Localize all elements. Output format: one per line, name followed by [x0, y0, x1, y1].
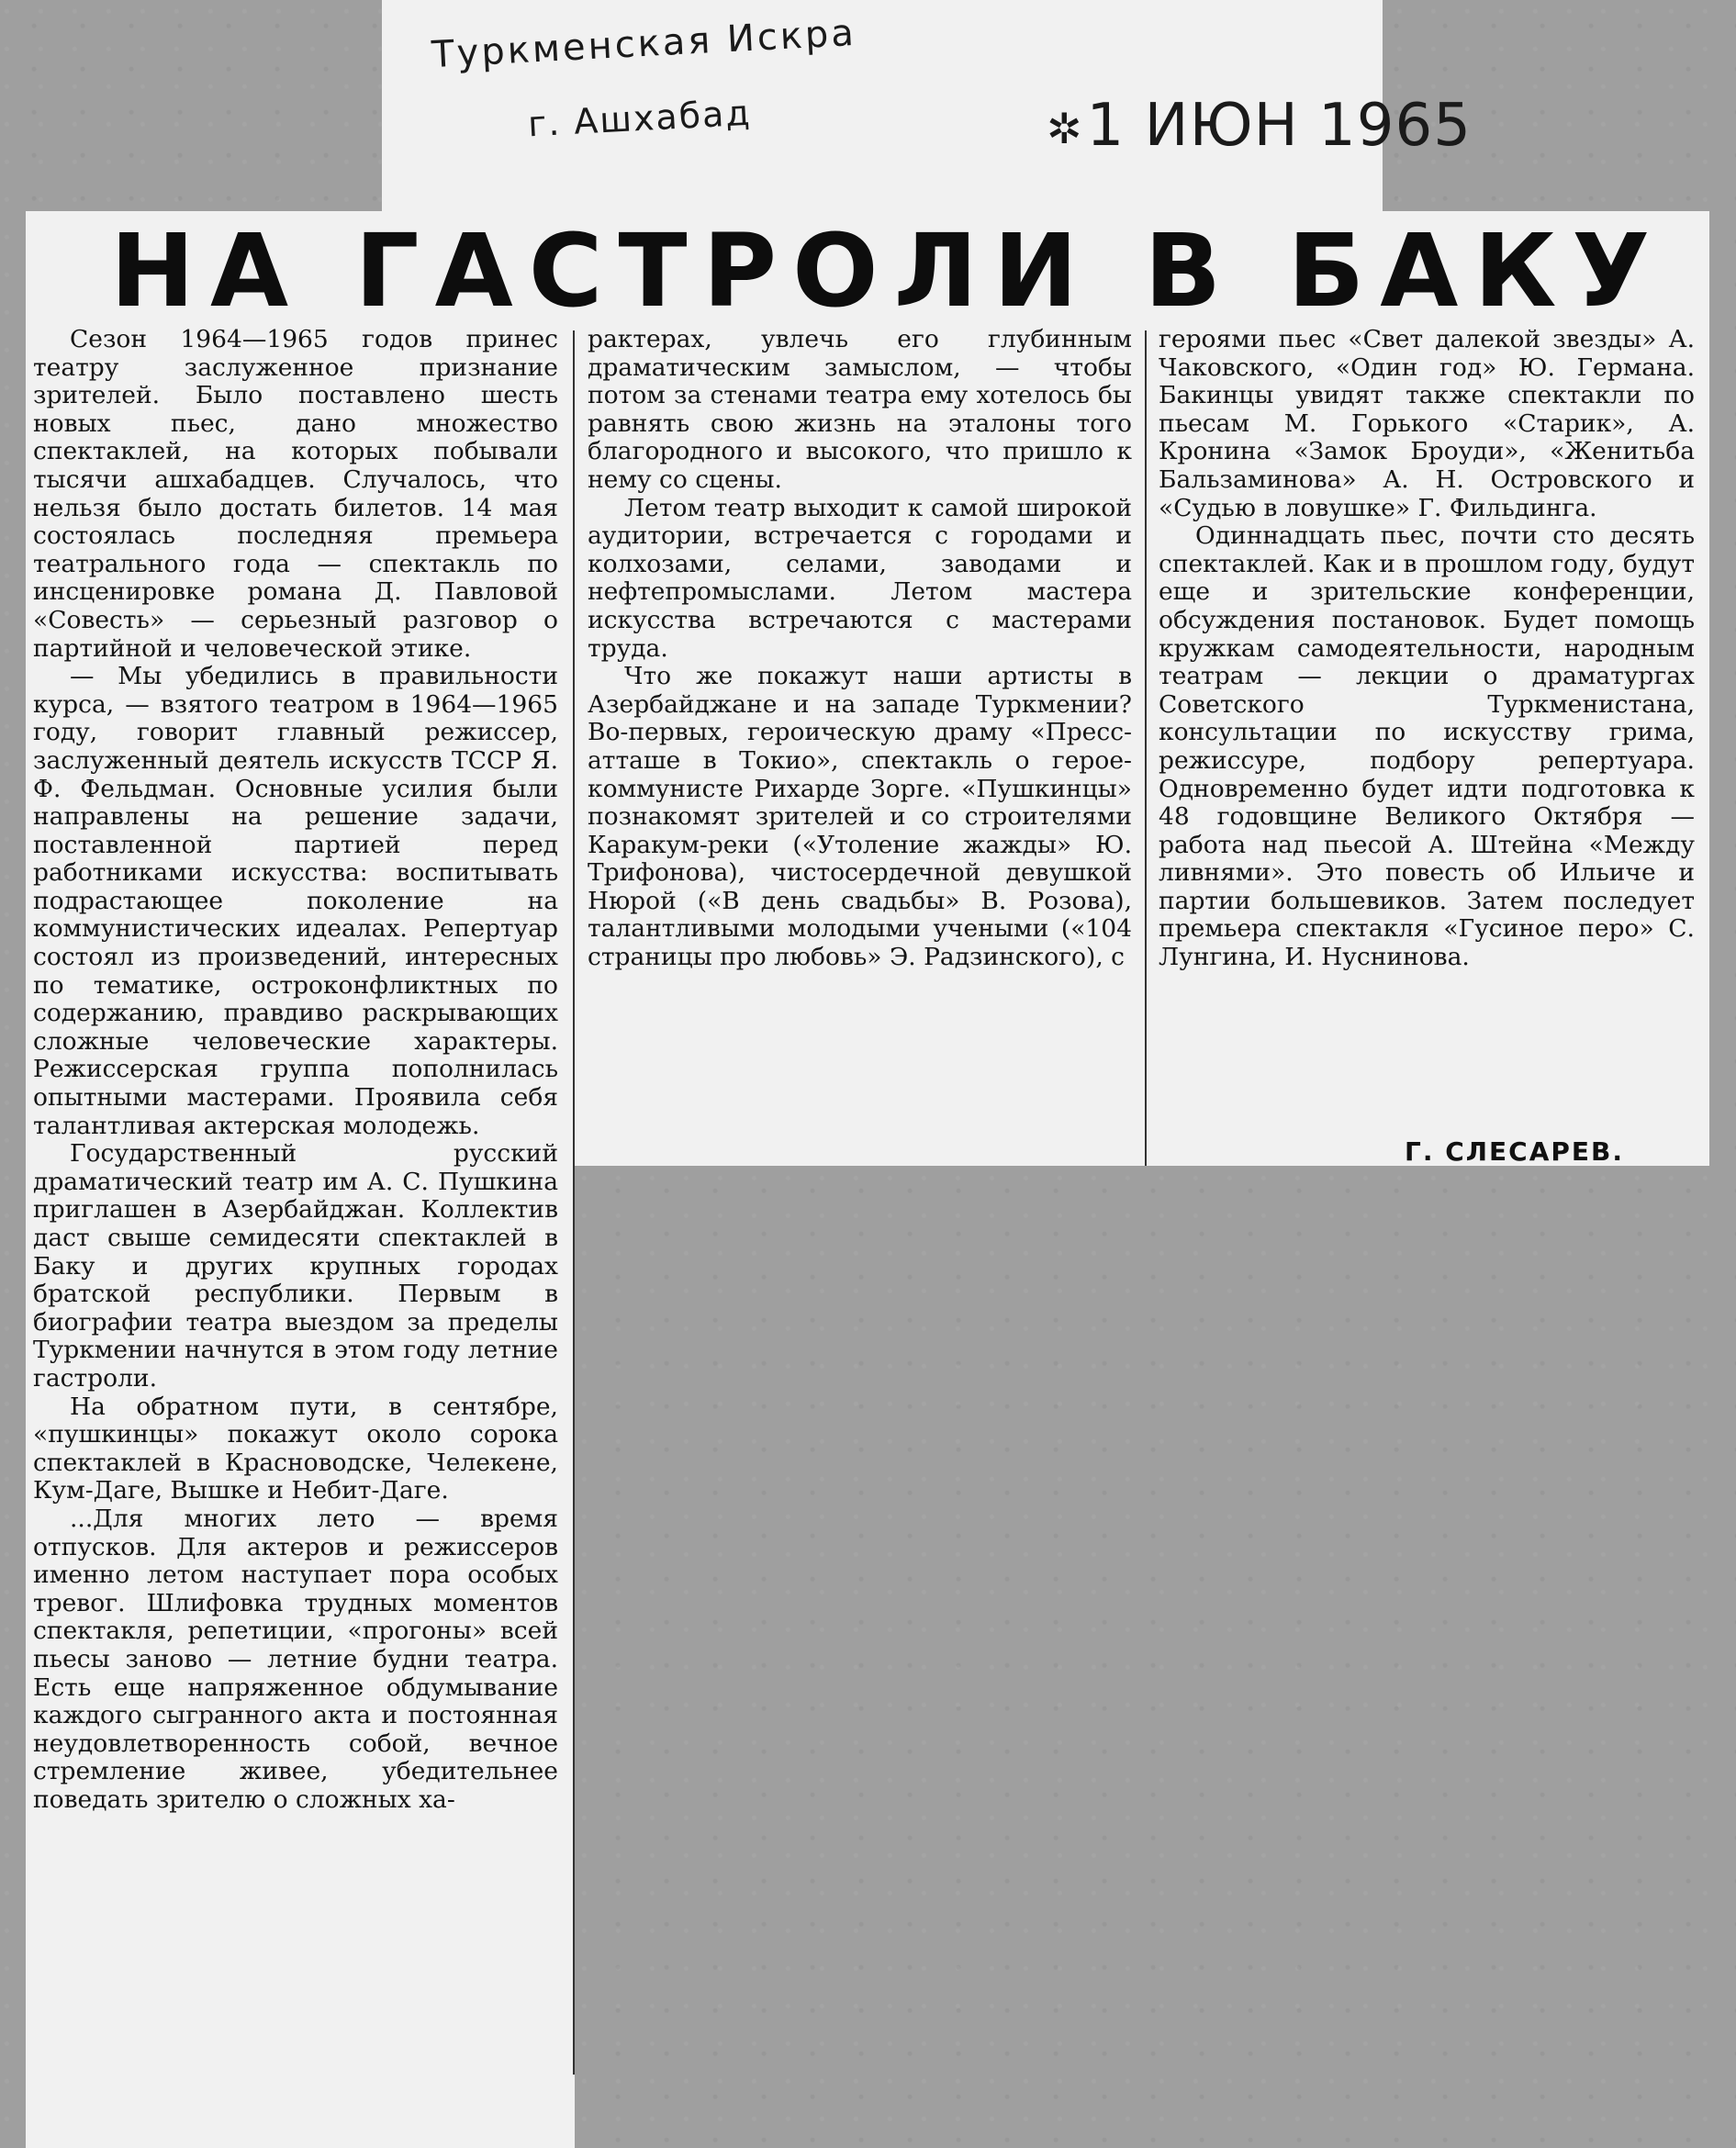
paragraph: Одиннадцать пьес, почти сто десять спектаклей. Как и в прошлом году, будут еще и зрительские конференции, обсуждения постановок. Будет помощь кружкам самодеятельности, народным театрам — лекции о драматургах Советского Туркменистана, консультации по искусству грима, режиссуре, подбору репертуара. Одновременно будет идти подготовка к 48 годовщине Великого Октября — работа над пьесой А. Штейна «Между ливнями». Это повесть об Ильиче и партии большевиков. Затем последует премьера спектакля «Гусиное перо» С. Лунгина, И. Нуснинова.	[1159, 521, 1695, 972]
article-column-3	[1159, 326, 1695, 972]
stamp-date-text: 1 ИЮН 1965	[1086, 92, 1472, 160]
stamp-newspaper-name: Туркменская Искра	[431, 11, 857, 77]
paragraph: Летом театр выходит к самой широкой аудитории, встречается с городами и колхозами, селами, заводами и нефтепромыслами. Летом мастера искусства встречаются с мастерами труда.	[588, 493, 1132, 663]
paragraph: рактерах, увлечь его глубинным драматическим замыслом, — чтобы потом за стенами театра ему хотелось бы равнять свою жизнь на эталоны того благородного и высокого, что пришло к нему со сцены.	[588, 325, 1132, 494]
paragraph: Государственный русский драматический театр им А. С. Пушкина приглашен в Азербайджан. Коллектив даст свыше семидесяти спектаклей в Баку и других крупных городах братской республики. Первым в биографии театра выездом за пределы Туркмении начнутся в этом году летние гастроли.	[33, 1139, 558, 1393]
paragraph: Что же покажут наши артисты в Азербайджане и на западе Туркмении? Во-первых, героическую драму «Пресс-атташе в Токио», спектакль о герое-коммунисте Рихарде Зорге. «Пушкинцы» познакомят зрителей и со строителями Каракум-реки («Утоление жажды» Ю. Трифонова), чистосердечной девушкой Нюрой («В день свадьбы» В. Розова), талантливыми молодыми учеными («104 страницы про любовь» Э. Радзинского), с	[588, 662, 1132, 972]
article-column-1	[33, 326, 558, 1814]
column-divider	[573, 330, 575, 2075]
star-icon: ✲	[1047, 104, 1083, 154]
stamp-date	[1047, 92, 1472, 160]
column-divider	[1145, 330, 1147, 1166]
article-author: Г. СЛЕСАРЕВ.	[1405, 1136, 1625, 1167]
paragraph: ...Для многих лето — время отпусков. Для актеров и режиссеров именно летом наступает пора особых тревог. Шлифовка трудных моментов спектакля, репетиции, «прогоны» всей пьесы заново — летние будни театра. Есть еще напряженное обдумывание каждого сыгранного акта и постоянная неудовлетворенность собой, вечное стремление живее, убедительнее поведать зрителю о сложных ха-	[33, 1504, 558, 1814]
paragraph: Сезон 1964—1965 годов принес театру заслуженное признание зрителей. Было поставлено шесть новых пьес, дано множество спектаклей, на которых побывали тысячи ашхабадцев. Случалось, что нельзя было достать билетов. 14 мая состоялась последняя премьера театрального года — спектакль по инсценировке романа Д. Павловой «Совесть» — серьезный разговор о партийной и человеческой этике.	[33, 325, 558, 663]
stamp-city: г. Ашхабад	[527, 92, 753, 145]
paragraph: На обратном пути, в сентябре, «пушкинцы» покажут около сорока спектаклей в Красноводске, Челекене, Кум-Даге, Вышке и Небит-Даге.	[33, 1392, 558, 1505]
article-column-2	[588, 326, 1132, 972]
paragraph: героями пьес «Свет далекой звезды» А. Чаковского, «Один год» Ю. Германа. Бакинцы увидят также спектакли по пьесам М. Горького «Старик», А. Кронина «Замок Броуди», «Женитьба Бальзаминова» А. Н. Островского и «Судью в ловушке» Г. Фильдинга.	[1159, 325, 1695, 522]
article-headline: НА ГАСТРОЛИ В БАКУ	[110, 212, 1666, 330]
paragraph: — Мы убедились в правильности курса, — взятого театром в 1964—1965 году, говорит главный режиссер, заслуженный деятель искусств ТССР Я. Ф. Фельдман. Основные усилия были направлены на решение задачи, поставленной партией перед работниками искусства: воспитывать подрастающее поколение на коммунистических идеалах. Репертуар состоял из произведений, интересных по тематике, остроконфликтных по содержанию, правдиво раскрывающих сложные человеческие характеры. Режиссерская группа пополнилась опытными мастерами. Проявила себя талантливая актерская молодежь.	[33, 662, 558, 1140]
